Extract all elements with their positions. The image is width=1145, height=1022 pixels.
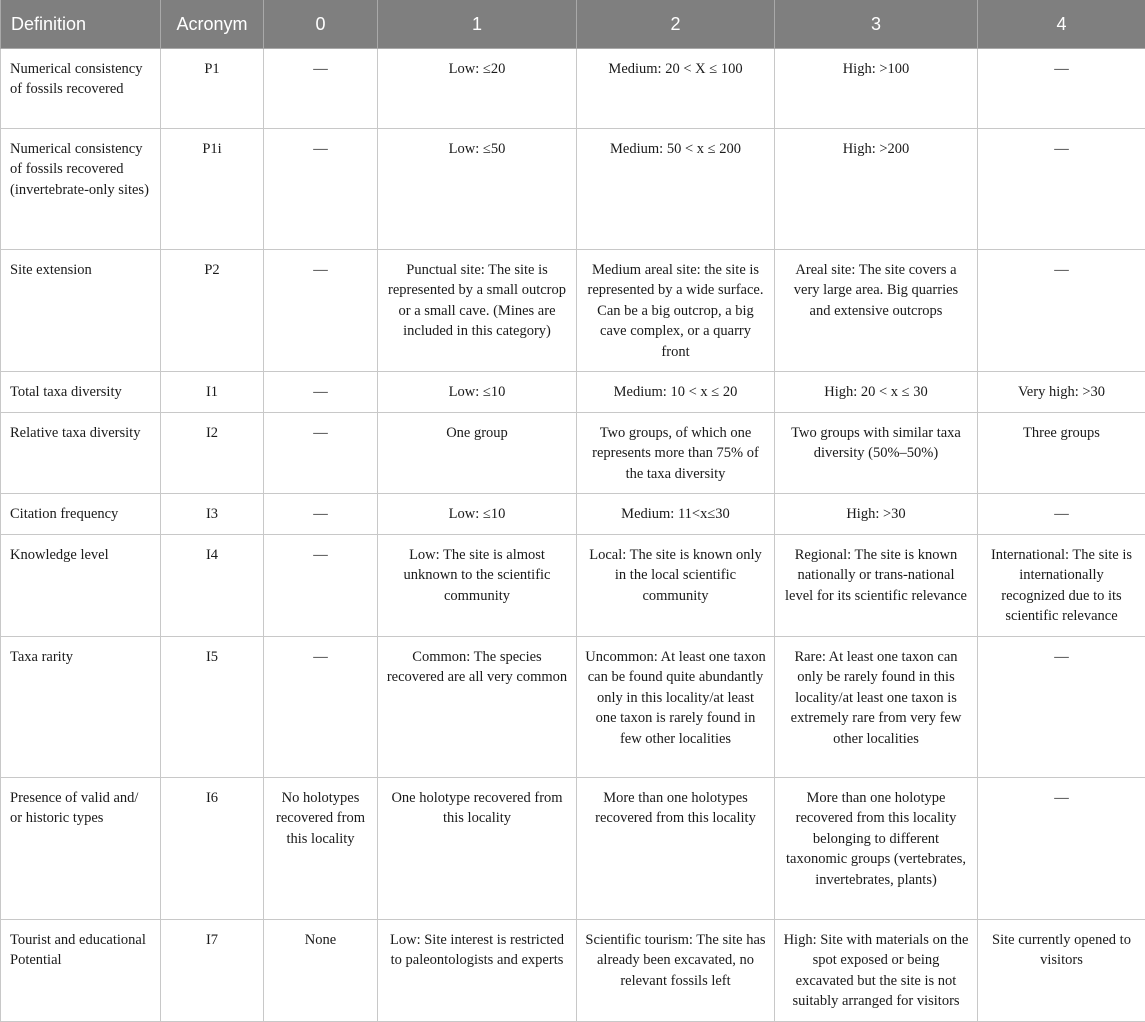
cell-score-3: Regional: The site is known nationally or trans-national level for its scientific relevance: [775, 534, 978, 636]
cell-score-3: Areal site: The site covers a very large area. Big quarries and extensive outcrops: [775, 249, 978, 372]
table-row: [1, 48, 1145, 128]
cell-definition: Knowledge level: [1, 534, 161, 636]
header-score-0: 0: [264, 0, 378, 48]
cell-acronym: I6: [161, 777, 264, 919]
table-row: [1, 249, 1145, 372]
cell-score-4: Very high: >30: [978, 372, 1145, 413]
cell-acronym: P1i: [161, 128, 264, 249]
cell-score-4: —: [978, 128, 1145, 249]
cell-score-2: Scientific tourism: The site has already been excavated, no relevant fossils left: [577, 919, 775, 1021]
cell-acronym: I5: [161, 636, 264, 777]
cell-definition: Site extension: [1, 249, 161, 372]
cell-score-0: None: [264, 919, 378, 1021]
cell-score-0: —: [264, 249, 378, 372]
table-row: [1, 372, 1145, 413]
cell-score-2: Uncommon: At least one taxon can be found quite abundantly only in this locality/at least one taxon is rarely found in few other localities: [577, 636, 775, 777]
cell-score-2: Medium: 20 < X ≤ 100: [577, 48, 775, 128]
cell-acronym: P1: [161, 48, 264, 128]
cell-score-0: —: [264, 494, 378, 535]
cell-score-0: No holotypes recovered from this locality: [264, 777, 378, 919]
cell-score-1: Low: ≤20: [378, 48, 577, 128]
cell-score-4: —: [978, 48, 1145, 128]
cell-score-0: —: [264, 636, 378, 777]
cell-acronym: I3: [161, 494, 264, 535]
cell-definition: Numerical consistency of fossils recovered: [1, 48, 161, 128]
cell-score-4: Site currently opened to visitors: [978, 919, 1145, 1021]
cell-score-3: High: >100: [775, 48, 978, 128]
cell-acronym: I2: [161, 412, 264, 494]
header-score-2: 2: [577, 0, 775, 48]
cell-score-3: High: 20 < x ≤ 30: [775, 372, 978, 413]
cell-definition: Presence of valid and/ or historic types: [1, 777, 161, 919]
cell-score-2: Local: The site is known only in the local scientific community: [577, 534, 775, 636]
cell-score-0: —: [264, 412, 378, 494]
cell-score-3: More than one holotype recovered from this locality belonging to different taxonomic groups (vertebrates, invertebrates, plants): [775, 777, 978, 919]
cell-score-4: Three groups: [978, 412, 1145, 494]
cell-score-2: More than one holotypes recovered from this locality: [577, 777, 775, 919]
cell-score-1: Low: ≤10: [378, 494, 577, 535]
cell-definition: Relative taxa diversity: [1, 412, 161, 494]
cell-score-3: High: >30: [775, 494, 978, 535]
table-header: [1, 0, 1145, 48]
cell-score-3: High: >200: [775, 128, 978, 249]
cell-score-3: High: Site with materials on the spot exposed or being excavated but the site is not suitably arranged for visitors: [775, 919, 978, 1021]
cell-score-2: Medium areal site: the site is represented by a wide surface. Can be a big outcrop, a big cave complex, or a quarry front: [577, 249, 775, 372]
cell-score-0: —: [264, 534, 378, 636]
cell-score-3: Rare: At least one taxon can only be rarely found in this locality/at least one taxon is extremely rare from very few other localities: [775, 636, 978, 777]
header-score-1: 1: [378, 0, 577, 48]
cell-score-2: Two groups, of which one represents more than 75% of the taxa diversity: [577, 412, 775, 494]
cell-score-4: —: [978, 494, 1145, 535]
cell-definition: Citation frequency: [1, 494, 161, 535]
header-acronym: Acronym: [161, 0, 264, 48]
table-row: [1, 412, 1145, 494]
table-row: [1, 534, 1145, 636]
table-row: [1, 919, 1145, 1021]
cell-score-1: Low: ≤10: [378, 372, 577, 413]
cell-score-1: One group: [378, 412, 577, 494]
header-score-4: 4: [978, 0, 1145, 48]
cell-score-2: Medium: 50 < x ≤ 200: [577, 128, 775, 249]
cell-score-1: Low: The site is almost unknown to the scientific community: [378, 534, 577, 636]
cell-score-2: Medium: 10 < x ≤ 20: [577, 372, 775, 413]
cell-score-1: Low: Site interest is restricted to paleontologists and experts: [378, 919, 577, 1021]
header-definition: Definition: [1, 0, 161, 48]
cell-definition: Tourist and educational Potential: [1, 919, 161, 1021]
table-row: [1, 777, 1145, 919]
cell-definition: Taxa rarity: [1, 636, 161, 777]
table-row: [1, 636, 1145, 777]
cell-score-0: —: [264, 372, 378, 413]
table-body: [1, 48, 1145, 1021]
cell-score-4: —: [978, 249, 1145, 372]
header-row: [1, 0, 1145, 48]
cell-acronym: I7: [161, 919, 264, 1021]
table-row: [1, 128, 1145, 249]
cell-score-2: Medium: 11<x≤30: [577, 494, 775, 535]
cell-score-1: Common: The species recovered are all very common: [378, 636, 577, 777]
cell-score-0: —: [264, 48, 378, 128]
cell-score-4: —: [978, 636, 1145, 777]
cell-score-1: Low: ≤50: [378, 128, 577, 249]
cell-score-4: —: [978, 777, 1145, 919]
cell-score-3: Two groups with similar taxa diversity (50%–50%): [775, 412, 978, 494]
header-score-3: 3: [775, 0, 978, 48]
cell-acronym: I1: [161, 372, 264, 413]
cell-score-1: Punctual site: The site is represented by a small outcrop or a small cave. (Mines are included in this category): [378, 249, 577, 372]
cell-score-1: One holotype recovered from this locality: [378, 777, 577, 919]
cell-definition: Total taxa diversity: [1, 372, 161, 413]
cell-definition: Numerical consistency of fossils recovered (invertebrate-only sites): [1, 128, 161, 249]
cell-acronym: P2: [161, 249, 264, 372]
table-row: [1, 494, 1145, 535]
cell-score-4: International: The site is internationally recognized due to its scientific relevance: [978, 534, 1145, 636]
cell-acronym: I4: [161, 534, 264, 636]
cell-score-0: —: [264, 128, 378, 249]
